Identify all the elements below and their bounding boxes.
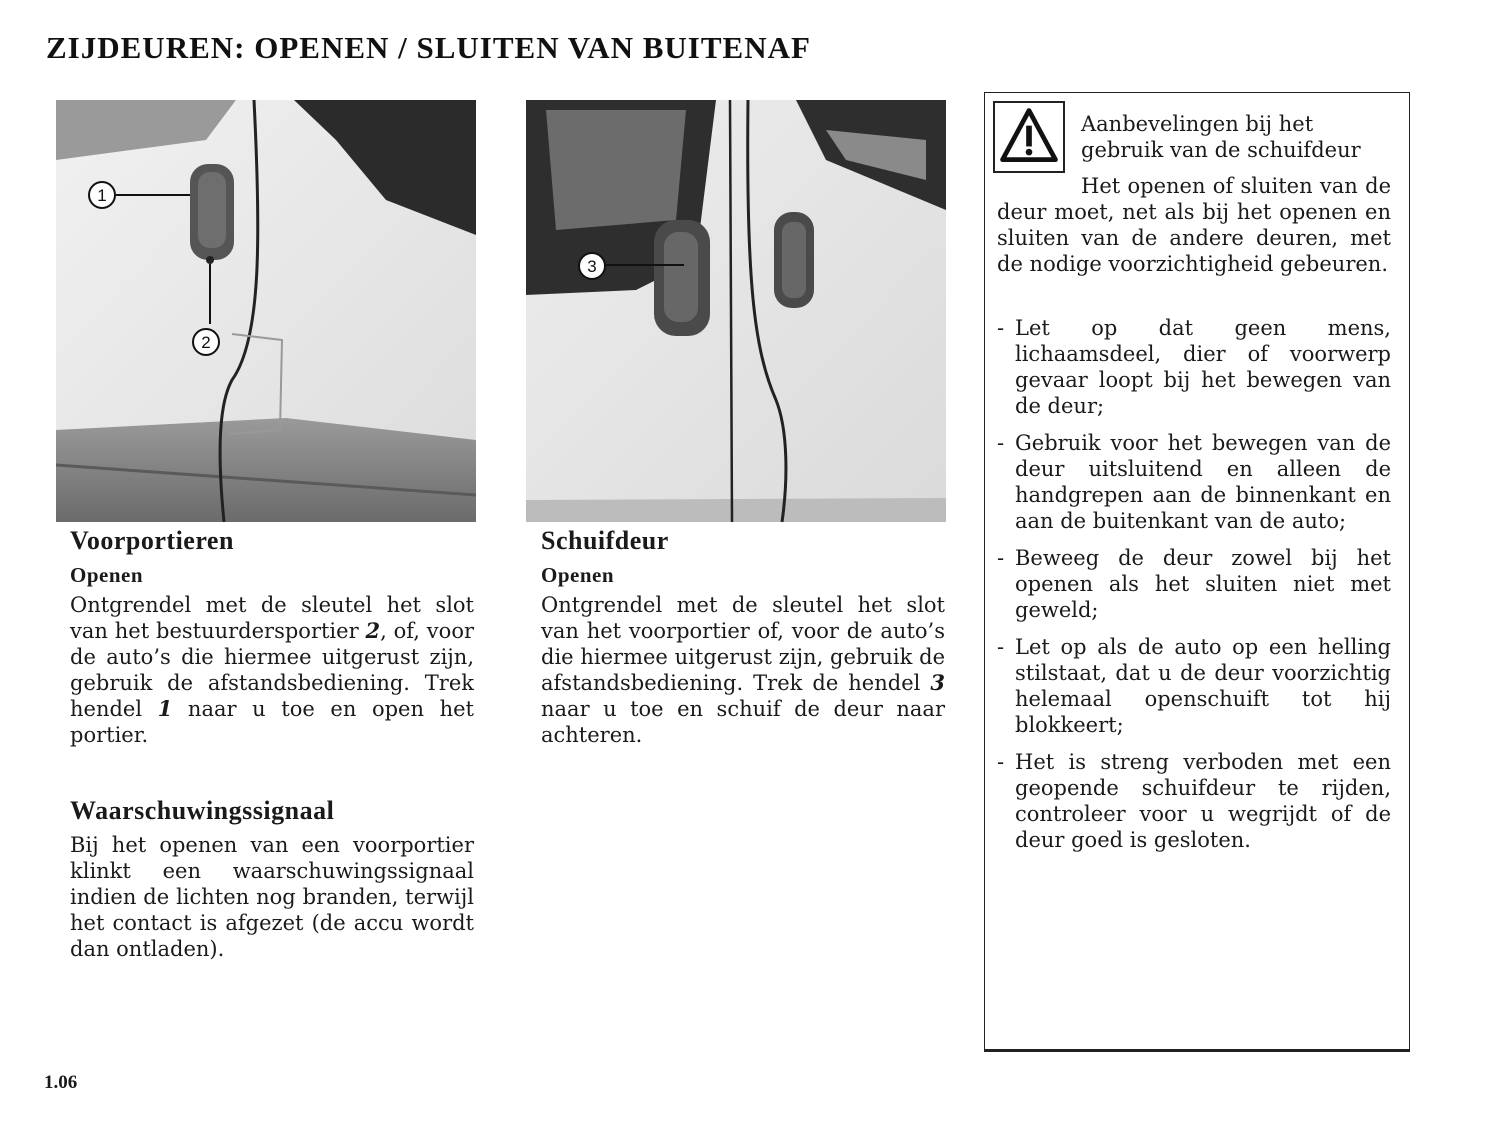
sliding-door-photo: [526, 100, 946, 522]
bullet: -: [997, 316, 1005, 340]
callout-3: 3: [587, 257, 597, 276]
list-item: [997, 545, 1391, 623]
warning-triangle-icon: [993, 101, 1065, 173]
list-item-text: Beweeg de deur zowel bij het openen als het sluiten niet met geweld;: [1015, 546, 1391, 622]
front-doors-subheading: Openen: [70, 563, 144, 587]
recommendations-intro: Het openen of sluiten van de deur moet, net als bij het openen en sluiten van de andere deuren, met de nodige voorzichtigheid gebeuren.: [997, 174, 1391, 276]
warning-signal-section: [70, 798, 474, 962]
list-item-text: Gebruik voor het bewegen van de deur uitsluitend en alleen de handgrepen aan de binnenkant en aan de buitenkant van de auto;: [1015, 431, 1391, 533]
list-item-text: Het is streng verboden met een geopende schuifdeur te rijden, controleer voor u wegrijdt of de deur goed is gesloten.: [1015, 750, 1391, 852]
front-doors-section: [70, 528, 474, 748]
recommendations-list: [997, 315, 1391, 864]
bullet: -: [997, 635, 1005, 659]
list-item: [997, 315, 1391, 419]
sliding-door-text: [541, 592, 945, 748]
bullet: -: [997, 750, 1005, 774]
text-run: naar u toe en open het portier.: [70, 697, 474, 747]
text-run: , of, voor de auto’s die hiermee uitgerust zijn, gebruik de afstandsbediening. Trek hendel: [70, 619, 475, 721]
reference-number: 1: [157, 696, 173, 721]
reference-number: 2: [365, 618, 381, 643]
reference-number: 3: [930, 670, 945, 695]
page-number: 1.06: [44, 1072, 78, 1093]
list-item-text: Let op dat geen mens, lichaamsdeel, dier of voorwerp gevaar loopt bij het bewegen van de deur;: [1015, 316, 1391, 418]
list-item: [997, 634, 1391, 738]
sliding-door-subheading: Openen: [541, 563, 615, 587]
list-item-text: Let op als de auto op een helling stilstaat, dat u de deur voorzichtig helemaal openschuift tot hij blokkeert;: [1015, 635, 1391, 737]
recommendations-box: [984, 92, 1410, 1052]
text-run: naar u toe en schuif de deur naar achteren.: [541, 697, 945, 747]
sliding-door-section: [541, 528, 945, 748]
key-lock: [206, 256, 214, 264]
bullet: -: [997, 546, 1005, 570]
callout-1: 1: [97, 186, 107, 205]
front-doors-text: [70, 592, 474, 748]
text-run: Ontgrendel met de sleutel het slot van het voorportier of, voor de auto’s die hiermee uitgerust zijn, gebruik de afstandsbediening. Trek de hendel: [541, 593, 945, 695]
warning-signal-heading: Waarschuwingssignaal: [70, 796, 335, 825]
sliding-door-heading: Schuifdeur: [541, 526, 669, 555]
recommendations-title: Aanbevelingen bij het gebruik van de schuifdeur: [1081, 112, 1361, 162]
list-item: [997, 430, 1391, 534]
callout-2: 2: [201, 333, 211, 352]
front-door-photo: [56, 100, 476, 522]
front-doors-heading: Voorportieren: [70, 526, 234, 555]
warning-signal-text: Bij het openen van een voorportier klinkt een waarschuwingssignaal indien de lichten nog branden, terwijl het contact is afgezet (de accu wordt dan ontladen).: [70, 833, 474, 961]
text-run: Ontgrendel met de sleutel het slot van het bestuurdersportier: [70, 593, 474, 643]
bullet: -: [997, 431, 1005, 455]
page-title: ZIJDEUREN: OPENEN / SLUITEN VAN BUITENAF: [46, 30, 811, 65]
list-item: [997, 749, 1391, 853]
